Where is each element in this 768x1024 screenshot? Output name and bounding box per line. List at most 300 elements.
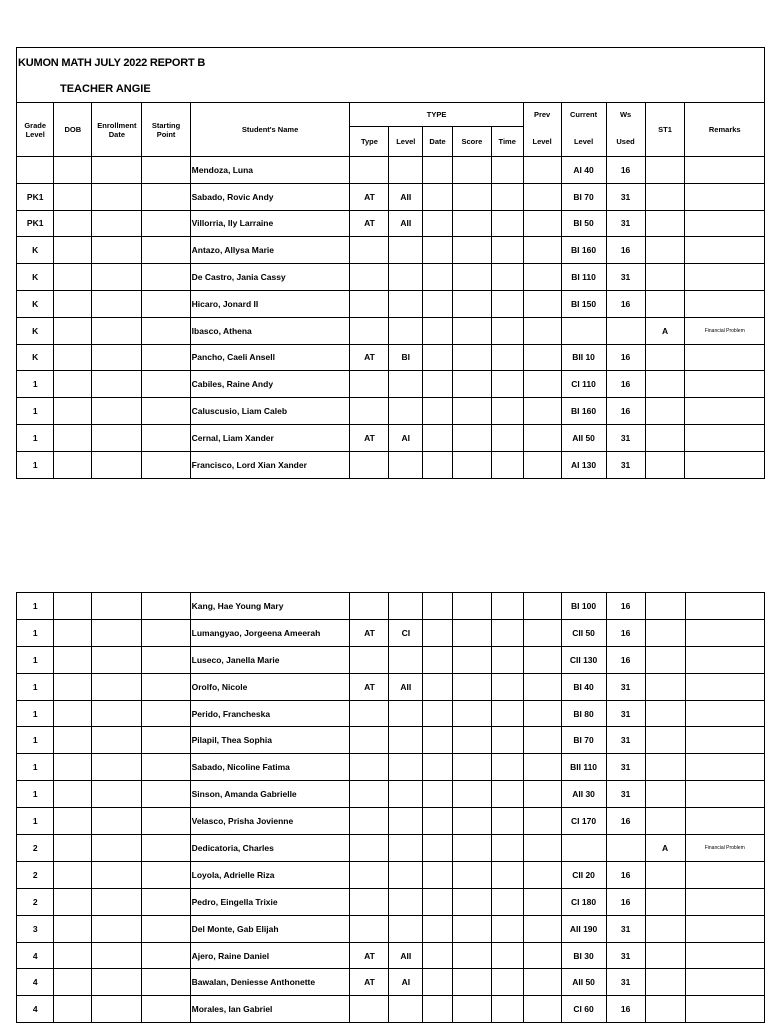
dob-cell bbox=[54, 210, 92, 237]
prev-level-cell bbox=[523, 451, 561, 477]
table-row bbox=[17, 781, 764, 808]
student-name-cell: Cabiles, Raine Andy bbox=[190, 371, 350, 398]
remarks-cell bbox=[685, 451, 764, 477]
type-cell bbox=[350, 700, 389, 727]
grade-level-cell: 4 bbox=[17, 969, 54, 996]
dob-cell bbox=[54, 808, 92, 835]
type-cell bbox=[350, 915, 389, 942]
grade-level-cell: 1 bbox=[17, 451, 54, 477]
date-cell bbox=[423, 237, 453, 264]
remarks-cell bbox=[685, 888, 764, 915]
current-level-cell bbox=[561, 317, 606, 344]
student-name-cell: Orolfo, Nicole bbox=[190, 673, 350, 700]
type-level-cell: CI bbox=[389, 619, 423, 646]
type-level-cell: AII bbox=[389, 210, 423, 237]
date-cell bbox=[423, 451, 453, 477]
student-name-cell: De Castro, Jania Cassy bbox=[190, 264, 350, 291]
time-cell bbox=[491, 646, 523, 673]
score-cell bbox=[452, 996, 491, 1022]
type-cell bbox=[350, 861, 389, 888]
remarks-cell bbox=[685, 264, 764, 291]
report-title: KUMON MATH JULY 2022 REPORT B bbox=[18, 57, 206, 69]
score-cell bbox=[452, 210, 491, 237]
starting-point-cell bbox=[142, 593, 190, 619]
date-cell bbox=[423, 969, 453, 996]
student-name-cell: Ajero, Raine Daniel bbox=[190, 942, 350, 969]
st1-cell bbox=[645, 593, 685, 619]
score-cell bbox=[452, 969, 491, 996]
type-cell bbox=[350, 157, 389, 184]
date-cell bbox=[423, 861, 453, 888]
current-level-cell: CI 170 bbox=[561, 808, 606, 835]
type-cell bbox=[350, 754, 389, 781]
current-level-cell: CI 60 bbox=[561, 996, 606, 1022]
report-title-block bbox=[17, 48, 764, 103]
type-level-cell bbox=[389, 727, 423, 754]
student-name-cell: Luseco, Janella Marie bbox=[190, 646, 350, 673]
date-cell bbox=[423, 398, 453, 425]
grade-level-cell: 2 bbox=[17, 888, 54, 915]
dob-cell bbox=[54, 781, 92, 808]
starting-point-cell bbox=[142, 888, 190, 915]
st1-cell bbox=[645, 371, 685, 398]
table-row bbox=[17, 424, 764, 451]
grade-level-cell: 1 bbox=[17, 781, 54, 808]
score-cell bbox=[452, 835, 491, 862]
grade-level-cell: 1 bbox=[17, 424, 54, 451]
student-name-cell: Sinson, Amanda Gabrielle bbox=[190, 781, 350, 808]
enrollment-date-cell bbox=[92, 646, 142, 673]
time-cell bbox=[491, 237, 523, 264]
enrollment-date-cell bbox=[92, 317, 142, 344]
ws-used-cell: 16 bbox=[606, 996, 645, 1022]
st1-cell bbox=[645, 888, 685, 915]
remarks-cell bbox=[685, 398, 764, 425]
enrollment-date-cell bbox=[92, 210, 142, 237]
date-cell bbox=[423, 371, 453, 398]
dob-cell bbox=[54, 398, 92, 425]
date-cell bbox=[423, 344, 453, 371]
ws-used-cell: 31 bbox=[606, 451, 645, 477]
date-cell bbox=[423, 888, 453, 915]
header-type: Type bbox=[350, 127, 389, 157]
enrollment-date-cell bbox=[92, 942, 142, 969]
st1-cell bbox=[645, 210, 685, 237]
type-level-cell bbox=[389, 398, 423, 425]
current-level-cell: CII 130 bbox=[561, 646, 606, 673]
ws-used-cell: 16 bbox=[606, 593, 645, 619]
remarks-cell bbox=[685, 290, 764, 317]
current-level-cell: AII 50 bbox=[561, 424, 606, 451]
dob-cell bbox=[54, 451, 92, 477]
current-level-cell: AII 30 bbox=[561, 781, 606, 808]
table-row bbox=[17, 157, 764, 184]
enrollment-date-cell bbox=[92, 888, 142, 915]
starting-point-cell bbox=[142, 317, 190, 344]
date-cell bbox=[423, 593, 453, 619]
table-row bbox=[17, 237, 764, 264]
type-cell: AT bbox=[350, 673, 389, 700]
starting-point-cell bbox=[142, 835, 190, 862]
enrollment-date-cell bbox=[92, 969, 142, 996]
student-name-cell: Lumangyao, Jorgeena Ameerah bbox=[190, 619, 350, 646]
time-cell bbox=[491, 210, 523, 237]
type-cell: AT bbox=[350, 210, 389, 237]
starting-point-cell bbox=[142, 264, 190, 291]
score-cell bbox=[452, 264, 491, 291]
grade-level-cell: K bbox=[17, 290, 54, 317]
st1-cell bbox=[645, 183, 685, 210]
enrollment-date-cell bbox=[92, 781, 142, 808]
starting-point-cell bbox=[142, 210, 190, 237]
remarks-cell bbox=[685, 969, 764, 996]
remarks-cell bbox=[685, 344, 764, 371]
enrollment-date-cell bbox=[92, 619, 142, 646]
type-cell bbox=[350, 290, 389, 317]
time-cell bbox=[491, 861, 523, 888]
type-cell bbox=[350, 646, 389, 673]
starting-point-cell bbox=[142, 183, 190, 210]
type-level-cell: AII bbox=[389, 673, 423, 700]
type-level-cell bbox=[389, 996, 423, 1022]
remarks-cell bbox=[685, 424, 764, 451]
ws-used-cell: 31 bbox=[606, 210, 645, 237]
time-cell bbox=[491, 451, 523, 477]
remarks-cell bbox=[685, 371, 764, 398]
score-cell bbox=[452, 888, 491, 915]
ws-used-cell: 16 bbox=[606, 237, 645, 264]
score-cell bbox=[452, 424, 491, 451]
table-row bbox=[17, 183, 764, 210]
ws-used-cell: 31 bbox=[606, 673, 645, 700]
table-row bbox=[17, 290, 764, 317]
starting-point-cell bbox=[142, 754, 190, 781]
grade-level-cell: 1 bbox=[17, 700, 54, 727]
date-cell bbox=[423, 157, 453, 184]
remarks-cell bbox=[685, 727, 764, 754]
student-name-cell: Francisco, Lord Xian Xander bbox=[190, 451, 350, 477]
score-cell bbox=[452, 398, 491, 425]
dob-cell bbox=[54, 754, 92, 781]
time-cell bbox=[491, 398, 523, 425]
st1-cell bbox=[645, 646, 685, 673]
dob-cell bbox=[54, 969, 92, 996]
type-level-cell bbox=[389, 371, 423, 398]
ws-used-cell: 16 bbox=[606, 398, 645, 425]
ws-used-cell: 31 bbox=[606, 264, 645, 291]
type-level-cell: AI bbox=[389, 424, 423, 451]
dob-cell bbox=[54, 237, 92, 264]
type-cell: AT bbox=[350, 619, 389, 646]
report-sheet-page-2 bbox=[16, 592, 765, 1023]
current-level-cell: BI 160 bbox=[561, 237, 606, 264]
student-name-cell: Pedro, Eingella Trixie bbox=[190, 888, 350, 915]
student-table-page-1 bbox=[17, 103, 764, 478]
table-row bbox=[17, 210, 764, 237]
enrollment-date-cell bbox=[92, 237, 142, 264]
prev-level-cell bbox=[523, 646, 561, 673]
table-row bbox=[17, 861, 764, 888]
current-level-cell: CII 50 bbox=[561, 619, 606, 646]
header-st1: ST1 bbox=[645, 103, 685, 157]
type-level-cell bbox=[389, 888, 423, 915]
ws-used-cell: 31 bbox=[606, 915, 645, 942]
time-cell bbox=[491, 727, 523, 754]
table-row bbox=[17, 888, 764, 915]
starting-point-cell bbox=[142, 861, 190, 888]
date-cell bbox=[423, 317, 453, 344]
score-cell bbox=[452, 157, 491, 184]
remarks-cell bbox=[685, 593, 764, 619]
date-cell bbox=[423, 183, 453, 210]
type-level-cell bbox=[389, 646, 423, 673]
date-cell bbox=[423, 754, 453, 781]
prev-level-cell bbox=[523, 183, 561, 210]
remarks-cell bbox=[685, 157, 764, 184]
enrollment-date-cell bbox=[92, 157, 142, 184]
enrollment-date-cell bbox=[92, 424, 142, 451]
dob-cell bbox=[54, 317, 92, 344]
current-level-cell: BI 40 bbox=[561, 673, 606, 700]
time-cell bbox=[491, 700, 523, 727]
enrollment-date-cell bbox=[92, 996, 142, 1022]
starting-point-cell bbox=[142, 996, 190, 1022]
type-cell: AT bbox=[350, 183, 389, 210]
type-cell bbox=[350, 593, 389, 619]
dob-cell bbox=[54, 593, 92, 619]
type-level-cell bbox=[389, 754, 423, 781]
ws-used-cell: 16 bbox=[606, 646, 645, 673]
header-dob: DOB bbox=[54, 103, 92, 157]
ws-used-cell: 16 bbox=[606, 157, 645, 184]
time-cell bbox=[491, 619, 523, 646]
type-level-cell: BI bbox=[389, 344, 423, 371]
table-row bbox=[17, 727, 764, 754]
table-row bbox=[17, 451, 764, 477]
ws-used-cell: 31 bbox=[606, 727, 645, 754]
grade-level-cell: 4 bbox=[17, 942, 54, 969]
type-level-cell bbox=[389, 808, 423, 835]
type-cell bbox=[350, 264, 389, 291]
header-starting-point: Starting Point bbox=[142, 103, 190, 157]
score-cell bbox=[452, 673, 491, 700]
score-cell bbox=[452, 237, 491, 264]
grade-level-cell: PK1 bbox=[17, 210, 54, 237]
starting-point-cell bbox=[142, 915, 190, 942]
remarks-cell bbox=[685, 183, 764, 210]
st1-cell bbox=[645, 237, 685, 264]
student-name-cell: Caluscusio, Liam Caleb bbox=[190, 398, 350, 425]
date-cell bbox=[423, 727, 453, 754]
enrollment-date-cell bbox=[92, 835, 142, 862]
score-cell bbox=[452, 727, 491, 754]
prev-level-cell bbox=[523, 317, 561, 344]
grade-level-cell: 1 bbox=[17, 593, 54, 619]
prev-level-cell bbox=[523, 888, 561, 915]
type-cell bbox=[350, 808, 389, 835]
starting-point-cell bbox=[142, 451, 190, 477]
date-cell bbox=[423, 646, 453, 673]
st1-cell bbox=[645, 727, 685, 754]
prev-level-cell bbox=[523, 157, 561, 184]
current-level-cell: BI 100 bbox=[561, 593, 606, 619]
current-level-cell: BI 70 bbox=[561, 727, 606, 754]
ws-used-cell: 16 bbox=[606, 619, 645, 646]
student-name-cell: Del Monte, Gab Elijah bbox=[190, 915, 350, 942]
current-level-cell: AI 130 bbox=[561, 451, 606, 477]
type-level-cell bbox=[389, 861, 423, 888]
starting-point-cell bbox=[142, 700, 190, 727]
header-ws: Ws bbox=[606, 103, 645, 127]
header-prev-level: Level bbox=[523, 127, 561, 157]
date-cell bbox=[423, 996, 453, 1022]
grade-level-cell: 1 bbox=[17, 619, 54, 646]
grade-level-cell: K bbox=[17, 237, 54, 264]
date-cell bbox=[423, 808, 453, 835]
starting-point-cell bbox=[142, 371, 190, 398]
remarks-cell bbox=[685, 861, 764, 888]
st1-cell bbox=[645, 969, 685, 996]
type-level-cell: AII bbox=[389, 183, 423, 210]
student-name-cell: Velasco, Prisha Jovienne bbox=[190, 808, 350, 835]
grade-level-cell: K bbox=[17, 264, 54, 291]
grade-level-cell: 1 bbox=[17, 754, 54, 781]
date-cell bbox=[423, 942, 453, 969]
st1-cell bbox=[645, 781, 685, 808]
time-cell bbox=[491, 157, 523, 184]
header-current-level: Level bbox=[561, 127, 606, 157]
prev-level-cell bbox=[523, 942, 561, 969]
student-name-cell: Pancho, Caeli Ansell bbox=[190, 344, 350, 371]
type-level-cell bbox=[389, 593, 423, 619]
header-students-name: Student's Name bbox=[190, 103, 350, 157]
enrollment-date-cell bbox=[92, 451, 142, 477]
ws-used-cell: 16 bbox=[606, 290, 645, 317]
type-cell bbox=[350, 727, 389, 754]
time-cell bbox=[491, 424, 523, 451]
type-level-cell bbox=[389, 451, 423, 477]
dob-cell bbox=[54, 619, 92, 646]
prev-level-cell bbox=[523, 808, 561, 835]
student-name-cell: Kang, Hae Young Mary bbox=[190, 593, 350, 619]
enrollment-date-cell bbox=[92, 264, 142, 291]
date-cell bbox=[423, 210, 453, 237]
type-cell: AT bbox=[350, 424, 389, 451]
grade-level-cell: K bbox=[17, 344, 54, 371]
time-cell bbox=[491, 835, 523, 862]
grade-level-cell: 3 bbox=[17, 915, 54, 942]
dob-cell bbox=[54, 861, 92, 888]
time-cell bbox=[491, 317, 523, 344]
enrollment-date-cell bbox=[92, 398, 142, 425]
starting-point-cell bbox=[142, 398, 190, 425]
grade-level-cell: 1 bbox=[17, 646, 54, 673]
dob-cell bbox=[54, 424, 92, 451]
st1-cell bbox=[645, 942, 685, 969]
student-name-cell: Pilapil, Thea Sophia bbox=[190, 727, 350, 754]
type-cell bbox=[350, 237, 389, 264]
st1-cell bbox=[645, 264, 685, 291]
dob-cell bbox=[54, 646, 92, 673]
st1-cell: A bbox=[645, 317, 685, 344]
enrollment-date-cell bbox=[92, 593, 142, 619]
time-cell bbox=[491, 593, 523, 619]
st1-cell bbox=[645, 157, 685, 184]
student-name-cell: Loyola, Adrielle Riza bbox=[190, 861, 350, 888]
student-name-cell: Morales, Ian Gabriel bbox=[190, 996, 350, 1022]
date-cell bbox=[423, 915, 453, 942]
current-level-cell: CII 20 bbox=[561, 861, 606, 888]
date-cell bbox=[423, 700, 453, 727]
prev-level-cell bbox=[523, 861, 561, 888]
starting-point-cell bbox=[142, 673, 190, 700]
time-cell bbox=[491, 290, 523, 317]
score-cell bbox=[452, 371, 491, 398]
prev-level-cell bbox=[523, 727, 561, 754]
table-row bbox=[17, 317, 764, 344]
grade-level-cell: 2 bbox=[17, 835, 54, 862]
current-level-cell: BII 10 bbox=[561, 344, 606, 371]
dob-cell bbox=[54, 888, 92, 915]
type-level-cell bbox=[389, 157, 423, 184]
enrollment-date-cell bbox=[92, 727, 142, 754]
ws-used-cell: 31 bbox=[606, 781, 645, 808]
prev-level-cell bbox=[523, 700, 561, 727]
ws-used-cell: 16 bbox=[606, 808, 645, 835]
st1-cell bbox=[645, 808, 685, 835]
score-cell bbox=[452, 808, 491, 835]
time-cell bbox=[491, 371, 523, 398]
st1-cell bbox=[645, 996, 685, 1022]
grade-level-cell: 1 bbox=[17, 808, 54, 835]
student-name-cell: Mendoza, Luna bbox=[190, 157, 350, 184]
remarks-cell bbox=[685, 754, 764, 781]
time-cell bbox=[491, 808, 523, 835]
current-level-cell: BI 50 bbox=[561, 210, 606, 237]
current-level-cell: AI 40 bbox=[561, 157, 606, 184]
enrollment-date-cell bbox=[92, 371, 142, 398]
time-cell bbox=[491, 996, 523, 1022]
st1-cell bbox=[645, 700, 685, 727]
time-cell bbox=[491, 915, 523, 942]
grade-level-cell: 1 bbox=[17, 371, 54, 398]
table-row bbox=[17, 808, 764, 835]
starting-point-cell bbox=[142, 157, 190, 184]
time-cell bbox=[491, 888, 523, 915]
current-level-cell: CI 180 bbox=[561, 888, 606, 915]
table-row bbox=[17, 700, 764, 727]
type-cell bbox=[350, 451, 389, 477]
starting-point-cell bbox=[142, 942, 190, 969]
prev-level-cell bbox=[523, 673, 561, 700]
type-level-cell bbox=[389, 915, 423, 942]
score-cell bbox=[452, 344, 491, 371]
header-prev: Prev bbox=[523, 103, 561, 127]
type-cell bbox=[350, 398, 389, 425]
student-name-cell: Sabado, Rovic Andy bbox=[190, 183, 350, 210]
type-level-cell bbox=[389, 317, 423, 344]
grade-level-cell: PK1 bbox=[17, 183, 54, 210]
type-cell bbox=[350, 996, 389, 1022]
header-current: Current bbox=[561, 103, 606, 127]
ws-used-cell: 31 bbox=[606, 183, 645, 210]
header-level: Level bbox=[389, 127, 423, 157]
time-cell bbox=[491, 264, 523, 291]
st1-cell bbox=[645, 915, 685, 942]
time-cell bbox=[491, 754, 523, 781]
teacher-name: TEACHER ANGIE bbox=[60, 83, 151, 95]
dob-cell bbox=[54, 673, 92, 700]
